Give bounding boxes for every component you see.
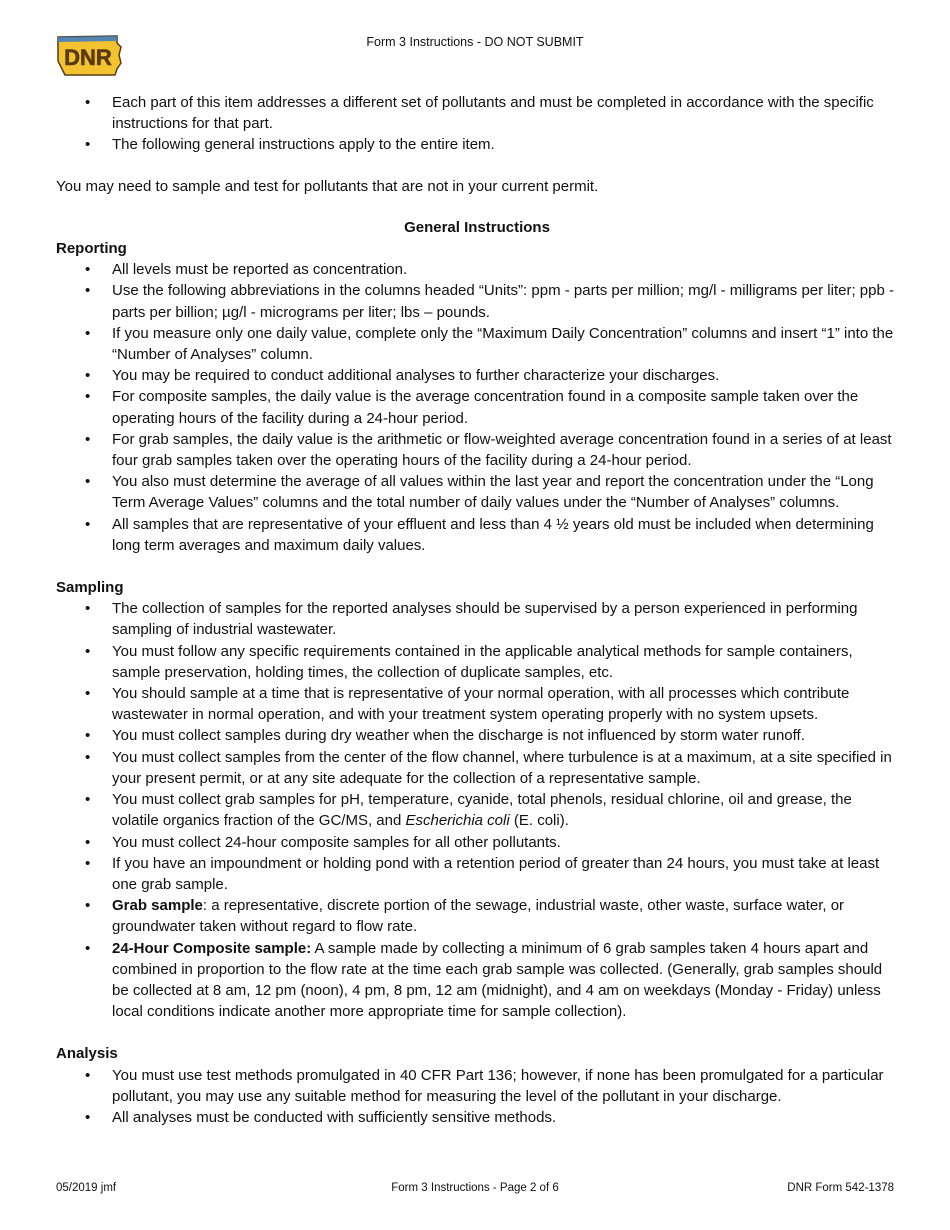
list-item: • If you have an impoundment or holding pond with a retention period of greater than 24 hours, you must take at least one grab sample. xyxy=(112,853,898,895)
footer-date: 05/2019 jmf xyxy=(56,1182,117,1194)
list-item: • You must use test methods promulgated in 40 CFR Part 136; however, if none has been promulgated for a particular pollutant, you may use any suitable method for measuring the level of the pollutant in your discharge. xyxy=(112,1065,898,1107)
composite-sample-term: 24-Hour Composite sample: xyxy=(112,939,312,957)
footer-form-number: DNR Form 542-1378 xyxy=(787,1182,894,1194)
list-item: • All analyses must be conducted with sufficiently sensitive methods. xyxy=(112,1107,898,1128)
list-item: • Each part of this item addresses a different set of pollutants and must be completed in accordance with the specific instructions for that part. xyxy=(112,92,898,134)
list-item: • Use the following abbreviations in the columns headed “Units”: ppm - parts per million; mg/l - milligrams per liter; ppb - parts per billion; µg/l - micrograms per liter; lbs – pounds. xyxy=(112,280,898,322)
list-item: • The collection of samples for the reported analyses should be supervised by a person experienced in performing sampling of industrial wastewater. xyxy=(112,598,898,640)
analysis-list xyxy=(56,1065,898,1129)
intro-list xyxy=(56,92,898,156)
grab-item-suffix: (E. coli). xyxy=(509,812,569,830)
logo-text: DNR xyxy=(64,45,112,70)
list-item xyxy=(112,895,898,937)
list-item: • You must collect samples from the center of the flow channel, where turbulence is at a maximum, at a site specified in your present permit, or at any site adequate for the collection of a representative sample. xyxy=(112,747,898,789)
list-item: • You may be required to conduct additional analyses to further characterize your discharges. xyxy=(112,365,898,386)
list-item: • The following general instructions apply to the entire item. xyxy=(112,134,898,155)
list-item: • All levels must be reported as concentration. xyxy=(112,259,898,280)
list-item: • You also must determine the average of all values within the last year and report the concentration under the “Long Term Average Values” columns and the total number of daily values under the “Number of Analyses” columns. xyxy=(112,471,898,513)
reporting-list xyxy=(56,259,898,556)
list-item xyxy=(112,789,898,831)
analysis-heading: Analysis xyxy=(56,1045,118,1063)
sampling-heading: Sampling xyxy=(56,579,124,597)
list-item: • If you measure only one daily value, complete only the “Maximum Daily Concentration” columns and insert “1” into the “Number of Analyses” column. xyxy=(112,323,898,365)
grab-sample-term: Grab sample xyxy=(112,897,203,915)
list-item: • For grab samples, the daily value is the arithmetic or flow-weighted average concentration found in a series of at least four grab samples taken over the operating hours of the facility during a 24-hour period. xyxy=(112,429,898,471)
list-item: • You must collect 24-hour composite samples for all other pollutants. xyxy=(112,832,898,853)
species-name: Escherichia coli xyxy=(405,812,510,830)
page-header-title: Form 3 Instructions - DO NOT SUBMIT xyxy=(366,35,584,49)
grab-sample-definition: : a representative, discrete portion of the sewage, industrial waste, other waste, surface water, or groundwater taken without regard to flow rate. xyxy=(112,897,845,936)
reporting-heading: Reporting xyxy=(56,240,127,258)
list-item: • For composite samples, the daily value is the average concentration found in a composite sample taken over the operating hours of the facility during a 24-hour period. xyxy=(112,386,898,428)
footer-page-number: Form 3 Instructions - Page 2 of 6 xyxy=(391,1182,559,1194)
document-body xyxy=(56,92,898,1128)
sampling-list xyxy=(56,598,898,1022)
intro-paragraph: You may need to sample and test for pollutants that are not in your current permit. xyxy=(56,177,599,195)
composite-sample-definition: A sample made by collecting a minimum of 6 grab samples taken 4 hours apart and combined in proportion to the flow rate at the time each grab sample was collected. (Generally, grab samples should be collected at 8 am, 12 pm (noon), 4 pm, 8 pm, 12 am (midnight), and 4 am on weekdays (Monday - Friday) unless local conditions indicate another more appropriate time for sample collection). xyxy=(112,939,883,1021)
list-item: • All samples that are representative of your effluent and less than 4 ½ years old must be included when determining long term averages and maximum daily values. xyxy=(112,514,898,556)
list-item: • You should sample at a time that is representative of your normal operation, with all processes which contribute wastewater in normal operation, and with your treatment system operating properly with no system upsets. xyxy=(112,683,898,725)
list-item xyxy=(112,938,898,1023)
grab-item-prefix: You must collect grab samples for pH, temperature, cyanide, total phenols, residual chlorine, oil and grease, the volatile organics fraction of the GC/MS, and xyxy=(112,791,852,830)
list-item: • You must follow any specific requirements contained in the applicable analytical methods for sample containers, sample preservation, holding times, the collection of duplicate samples, etc. xyxy=(112,641,898,683)
list-item: • You must collect samples during dry weather when the discharge is not influenced by storm water runoff. xyxy=(112,725,898,746)
general-instructions-heading: General Instructions xyxy=(404,218,550,236)
